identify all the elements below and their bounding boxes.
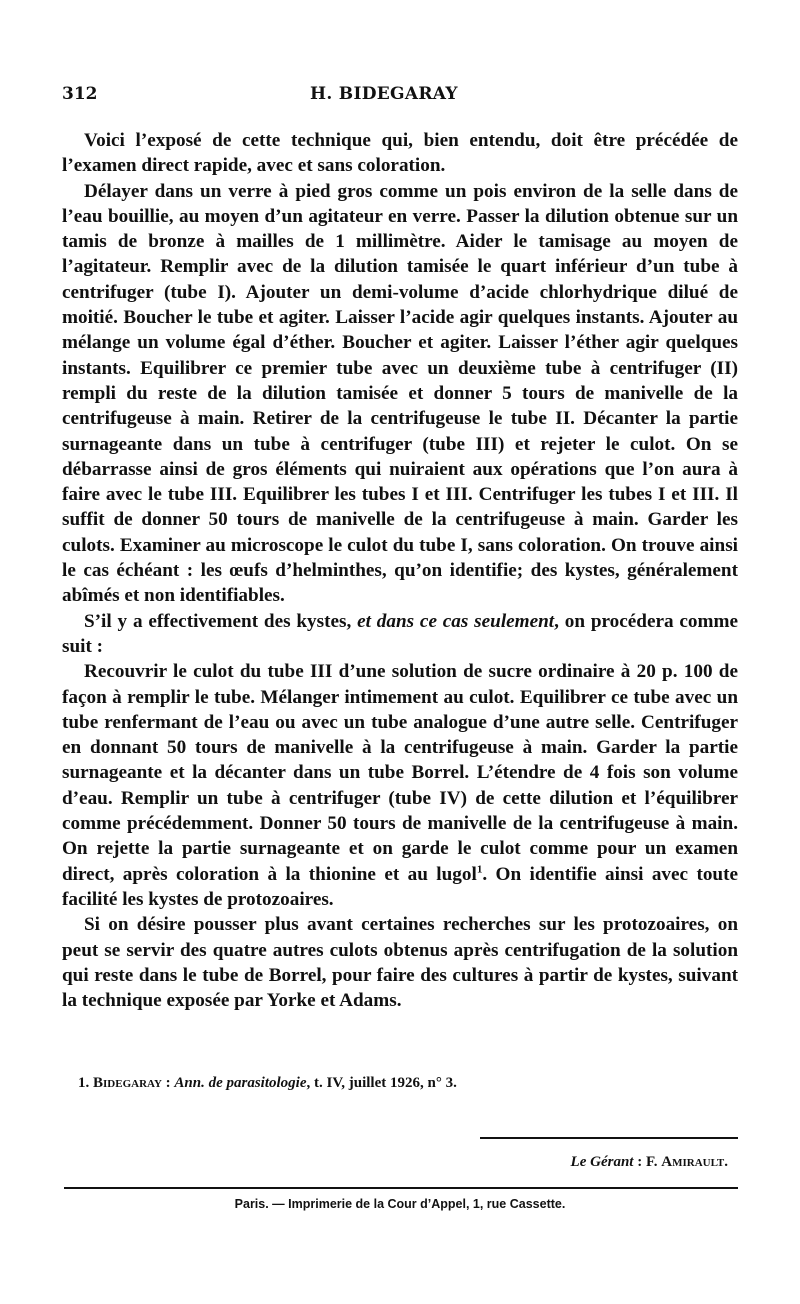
page-number: 312 bbox=[62, 84, 98, 104]
paragraph-intro: Voici l’exposé de cette technique qui, bien entendu, doit être précédée de l’examen direct rapide, avec et sans coloration. bbox=[62, 130, 738, 177]
gerant-line bbox=[571, 1154, 728, 1171]
paragraph-sugar-method bbox=[62, 659, 738, 912]
printer-imprint: Paris. — Imprimerie de la Cour d’Appel, 1, rue Cassette. bbox=[234, 1197, 566, 1211]
footnote bbox=[78, 1075, 738, 1092]
footnote-separator: : bbox=[161, 1075, 175, 1091]
paragraph-sugar-method-end: . On identifie ainsi avec toute facilité les kystes de protozoaires. bbox=[62, 863, 739, 910]
gerant-name: Amirault. bbox=[661, 1154, 728, 1170]
paragraph-condition-emphasis: et dans ce cas seulement bbox=[357, 610, 555, 632]
footnote-details: , t. IV, juillet 1926, n° 3. bbox=[306, 1075, 457, 1091]
footnote-author: Bidegaray bbox=[93, 1075, 162, 1091]
paragraph-condition-start: S’il y a effectivement des kystes, bbox=[84, 610, 358, 632]
paragraph-sugar-method-start: Recouvrir le culot du tube III d’une solution de sucre ordinaire à 20 p. 100 de façon à remplir le tube. Mélanger intimement au culot. Equilibrer ce tube avec un tube renfermant de l’eau ou avec un tube analogue d’une autre selle. Centrifuger en donnant 50 tours de manivelle à la centrifugeuse à main. Garder la partie surnageante et la décanter dans un tube Borrel. L’étendre de 4 fois son volume d’eau. Remplir un tube à centrifuger (tube IV) de cette dilution et l’équilibrer comme précédemment. Donner 50 tours de manivelle de la centrifugeuse à main. On rejette la partie surnageante et on garde le culot comme pour un examen direct, après coloration à la thionine et au lugol bbox=[62, 661, 738, 885]
gerant-label: Le Gérant bbox=[570, 1154, 634, 1170]
paragraph-cultures: Si on désire pousser plus avant certaines recherches sur les protozoaires, on peut se servir des quatre autres culots obtenus après centrifugation de la solution qui reste dans le tube de Borrel, pour faire des cultures à partir de kystes, suivant la technique exposée par Yorke et Adams. bbox=[62, 914, 738, 1012]
footnote-number: 1. bbox=[78, 1075, 90, 1091]
short-divider bbox=[480, 1137, 738, 1139]
page-header bbox=[62, 84, 738, 108]
footnote-reference: 1 bbox=[476, 863, 483, 876]
running-head: H. BIDEGARAY bbox=[310, 84, 458, 104]
long-divider bbox=[64, 1187, 738, 1189]
gerant-separator: : F. bbox=[633, 1154, 662, 1170]
paragraph-condition-end: , on procédera comme suit : bbox=[62, 610, 739, 657]
page bbox=[62, 0, 738, 1304]
footnote-journal: Ann. de parasitologie bbox=[174, 1075, 307, 1091]
body-text bbox=[62, 128, 738, 1013]
paragraph-procedure: Délayer dans un verre à pied gros comme un pois environ de la selle dans de l’eau bouillie, au moyen d’un agitateur en verre. Passer la dilution obtenue sur un tamis de bronze à mailles de 1 millimètre. Aider le tamisage au moyen de l’agitateur. Remplir avec de la dilution tamisée le quart inférieur d’un tube à centrifuger (tube I). Ajouter un demi-volume d’acide chlorhydrique dilué de moitié. Boucher le tube et agiter. Laisser l’acide agir quelques instants. Ajouter au mélange un volume égal d’éther. Boucher et agiter. Laisser l’éther agir quelques instants. Equilibrer ce premier tube avec un deuxième tube à centrifuger (II) rempli du reste de la dilution tamisée et donner 5 tours de manivelle de la centrifugeuse à main. Retirer de la centrifugeuse le tube II. Décanter la partie surnageante dans un tube à centrifuger (tube III) et rejeter le culot. On se débarrasse ainsi de gros éléments qui nuiraient aux opérations que l’on aura à faire avec le tube III. Equilibrer les tubes I et III. Centrifuger les tubes I et III. Il suffit de donner 50 tours de manivelle de la centrifugeuse à main. Garder les culots. Examiner au microscope le culot du tube I, sans coloration. On trouve ainsi le cas échéant : les œufs d’helminthes, qu’on identifie; des kystes, généralement abîmés et non identifiables. bbox=[62, 180, 738, 607]
paragraph-condition bbox=[62, 609, 738, 660]
